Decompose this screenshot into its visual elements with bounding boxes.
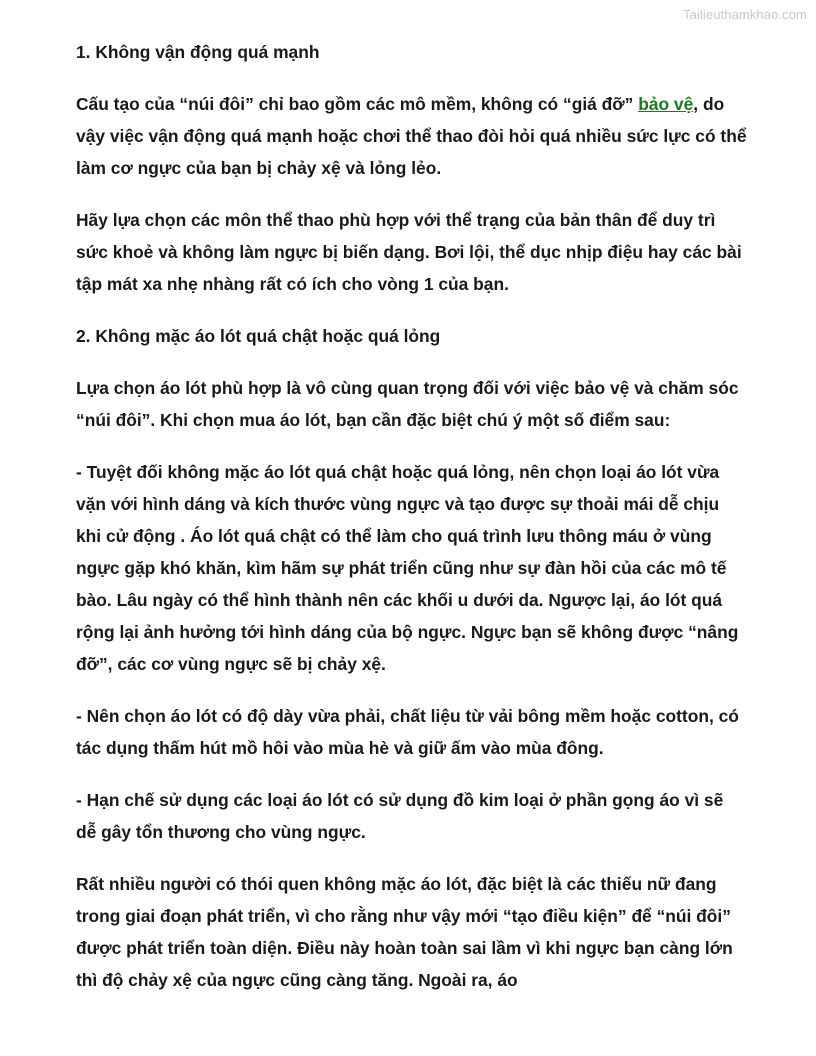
watermark: Tailieuthamkhao.com [682,7,807,22]
paragraph-1-text-end: , do vậy việc vận động quá mạnh hoặc chơi thể thao đòi hỏi quá nhiều sức lực có thể làm cơ ngực của bạn bị chảy xệ và lỏng lẻo. [76,94,747,178]
paragraph-4: Rất nhiều người có thói quen không mặc áo lót, đặc biệt là các thiếu nữ đang trong giai đoạn phát triển, vì cho rằng như vậy mới “tạo điều kiện” để “núi đôi” được phát triển toàn diện. Điều này hoàn toàn sai lầm vì khi ngực bạn càng lớn thì độ chảy xệ của ngực cũng càng tăng. Ngoài ra, áo [76,874,733,990]
paragraph-1-text-start: Cấu tạo của “núi đôi” chỉ bao gồm các mô mềm, không có “giá đỡ” [76,94,639,114]
paragraph-2: Hãy lựa chọn các môn thể thao phù hợp với thể trạng của bản thân để duy trì sức khoẻ và không làm ngực bị biến dạng. Bơi lội, thể dục nhịp điệu hay các bài tập mát xa nhẹ nhàng rất có ích cho vòng 1 của bạn. [76,210,742,294]
bao-ve-link[interactable]: bảo vệ [638,94,694,114]
section-heading-1: 1. Không vận động quá mạnh [76,42,320,62]
section-heading-2: 2. Không mặc áo lót quá chật hoặc quá lỏng [76,326,441,346]
bullet-paragraph-1: - Tuyệt đối không mặc áo lót quá chật hoặc quá lỏng, nên chọn loại áo lót vừa vặn với hình dáng và kích thước vùng ngực và tạo được sự thoải mái dễ chịu khi cử động . Áo lót quá chật có thể làm cho quá trình lưu thông máu ở vùng ngực gặp khó khăn, kìm hãm sự phát triển cũng như sự đàn hồi của các mô tế bào. Lâu ngày có thể hình thành nên các khối u dưới da. Ngược lại, áo lót quá rộng lại ảnh hưởng tới hình dáng của bộ ngực. Ngực bạn sẽ không được “nâng đỡ”, các cơ vùng ngực sẽ bị chảy xệ. [76,462,739,674]
paragraph-1 [76,88,748,184]
bullet-paragraph-3: - Hạn chế sử dụng các loại áo lót có sử dụng đồ kim loại ở phần gọng áo vì sẽ dễ gây tổn thương cho vùng ngực. [76,790,724,842]
document-body [76,36,748,1016]
paragraph-3: Lựa chọn áo lót phù hợp là vô cùng quan trọng đối với việc bảo vệ và chăm sóc “núi đôi”. Khi chọn mua áo lót, bạn cần đặc biệt chú ý một số điểm sau: [76,378,739,430]
bullet-paragraph-2: - Nên chọn áo lót có độ dày vừa phải, chất liệu từ vải bông mềm hoặc cotton, có tác dụng thấm hút mồ hôi vào mùa hè và giữ ấm vào mùa đông. [76,706,739,758]
